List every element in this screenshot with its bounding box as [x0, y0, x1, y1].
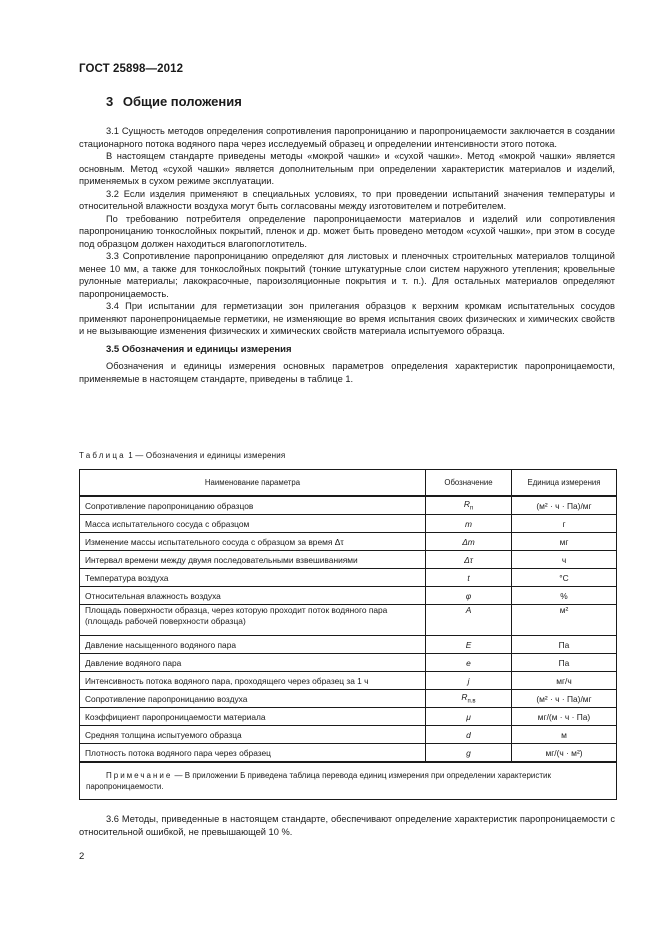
parameter-name: Сопротивление паропроницанию образцов — [80, 496, 426, 515]
parameter-name: Сопротивление паропроницанию воздуха — [80, 690, 426, 708]
parameter-name: Давление водяного пара — [80, 654, 426, 672]
table-row — [80, 744, 617, 763]
parameter-symbol — [426, 708, 512, 726]
parameter-symbol — [426, 672, 512, 690]
parameter-name: Площадь поверхности образца, через которую проходит поток водяного пара (площадь рабочей поверхности образца) — [80, 605, 426, 636]
parameter-unit: м — [512, 726, 617, 744]
table-row — [80, 515, 617, 533]
parameter-symbol — [426, 515, 512, 533]
symbol-letter: φ — [465, 590, 472, 601]
symbol-letter: E — [465, 639, 472, 650]
parameter-name: Коэффициент паропроницаемости материала — [80, 708, 426, 726]
section-heading — [106, 94, 242, 109]
symbol-letter: Δτ — [464, 554, 473, 565]
table-note — [80, 762, 617, 800]
paragraph: 3.3 Сопротивление паропроницанию определяют для листовых и пленочных строительных материалов толщиной менее 10 мм, а также для тонкослойных покрытий (тонкие штукатурные слои систем наружного утепления; кровельные рулонные материалы; лакокрасочные, пароизоляционные покрытия и т. п.). Для остальных материалов определяют паропроницаемость. — [79, 251, 615, 299]
symbol-subscript: п — [469, 505, 474, 512]
table-caption-text: 1 — Обозначения и единицы измерения — [128, 451, 286, 460]
symbol-letter: Δm — [462, 536, 475, 547]
table-header-row — [80, 470, 617, 497]
symbol-subscript: п.в — [467, 698, 476, 705]
table-row — [80, 551, 617, 569]
table-row — [80, 708, 617, 726]
subsection-title: 3.5 Обозначения и единицы измерения — [106, 343, 292, 355]
parameter-unit: мг/(ч · м²) — [512, 744, 617, 763]
parameter-unit: г — [512, 515, 617, 533]
parameter-symbol — [426, 533, 512, 551]
parameter-unit: мг/(м · ч · Па) — [512, 708, 617, 726]
parameter-symbol — [426, 690, 512, 708]
symbol-letter: R — [463, 499, 470, 510]
paragraph: 3.6 Методы, приведенные в настоящем стандарте, обеспечивают определение характеристик паропроницаемости с относительной ошибкой, не превышающей 10 %. — [79, 814, 615, 837]
table-row — [80, 690, 617, 708]
table-row — [80, 672, 617, 690]
symbol-letter: A — [465, 605, 472, 615]
parameter-name: Температура воздуха — [80, 569, 426, 587]
symbol-letter: e — [466, 657, 471, 668]
table-row — [80, 496, 617, 515]
section-title: Общие положения — [122, 94, 242, 109]
symbol-letter: g — [466, 747, 471, 758]
parameter-symbol — [426, 587, 512, 605]
table-row — [80, 726, 617, 744]
symbol-letter: m — [465, 518, 472, 529]
parameter-symbol — [426, 569, 512, 587]
table-caption-label: Таблица — [79, 451, 126, 460]
parameter-symbol — [426, 636, 512, 654]
parameter-symbol — [426, 605, 512, 636]
table-note-row — [80, 762, 617, 800]
paragraph: В настоящем стандарте приведены методы «мокрой чашки» и «сухой чашки». Метод «мокрой чашки» является основным. Метод «сухой чашки» является дополнительным при определении характеристик материалов и изделий, применяемых в сухом режиме эксплуатации. — [79, 151, 615, 186]
closing-text — [79, 813, 615, 838]
column-header: Обозначение — [426, 470, 512, 497]
parameter-unit: м² — [512, 605, 617, 636]
table-row — [80, 533, 617, 551]
parameter-symbol — [426, 496, 512, 515]
table-row — [80, 636, 617, 654]
table-row — [80, 569, 617, 587]
section-number: 3 — [106, 94, 114, 109]
parameter-name: Средняя толщина испытуемого образца — [80, 726, 426, 744]
parameter-symbol — [426, 726, 512, 744]
column-header: Наименование параметра — [80, 470, 426, 497]
parameter-name: Давление насыщенного водяного пара — [80, 636, 426, 654]
parameter-unit: мг — [512, 533, 617, 551]
parameter-symbol — [426, 551, 512, 569]
parameter-name: Плотность потока водяного пара через образец — [80, 744, 426, 763]
paragraph: По требованию потребителя определение паропроницаемости материалов и изделий или сопротивления паропроницанию тонкослойных покрытий, пленок и др. может быть проведено методом «сухой чашки», при этом в сосуде под образцом должен находиться влагопоглотитель. — [79, 213, 615, 249]
parameter-symbol — [426, 744, 512, 763]
paragraph: 3.1 Сущность методов определения сопротивления паропроницанию и паропроницаемости заключается в создании стационарного потока водяного пара через исследуемый образец и определении интенсивности этого потока. — [79, 126, 615, 149]
parameter-unit: % — [512, 587, 617, 605]
paragraph: 3.4 При испытании для герметизации зон прилегания образцов к верхним кромкам испытательных сосудов применяют паронепроницаемые герметики, не изменяющие во время испытания своих физических и химических свойств и не вызывающие изменения физических и химических свойств материала испытуемого образца. — [79, 301, 615, 336]
parameter-name: Масса испытательного сосуда с образцом — [80, 515, 426, 533]
parameter-unit: мг/ч — [512, 672, 617, 690]
table-row — [80, 587, 617, 605]
body-text — [79, 125, 615, 385]
parameter-unit: Па — [512, 636, 617, 654]
parameter-unit: Па — [512, 654, 617, 672]
symbol-letter: R — [461, 692, 468, 703]
parameters-table — [79, 469, 617, 800]
parameter-unit: ч — [512, 551, 617, 569]
parameter-name: Изменение массы испытательного сосуда с образцом за время Δτ — [80, 533, 426, 551]
parameter-symbol — [426, 654, 512, 672]
symbol-letter: t — [467, 572, 470, 583]
column-header: Единица измерения — [512, 470, 617, 497]
parameter-name: Интенсивность потока водяного пара, проходящего через образец за 1 ч — [80, 672, 426, 690]
parameter-unit: (м² · ч · Па)/мг — [512, 690, 617, 708]
document-code: ГОСТ 25898—2012 — [79, 63, 184, 75]
note-text: — В приложении Б приведена таблица перевода единиц измерения при определении характеристик паропроницаемости. — [86, 770, 551, 791]
paragraph: Обозначения и единицы измерения основных параметров определения характеристик паропроницаемости, применяемые в настоящем стандарте, приведены в таблице 1. — [79, 361, 615, 384]
table-row — [80, 654, 617, 672]
paragraph: 3.2 Если изделия применяют в специальных условиях, то при проведении испытаний значения температуры и относительной влажности воздуха могут быть согласованы между изготовителем и потребителем. — [79, 188, 615, 211]
symbol-letter: j — [467, 675, 470, 686]
note-label: Примечание — [106, 770, 173, 780]
page-number: 2 — [79, 851, 85, 862]
parameter-name: Относительная влажность воздуха — [80, 587, 426, 605]
parameter-unit: (м² · ч · Па)/мг — [512, 496, 617, 515]
table-row — [80, 605, 617, 636]
parameter-name: Интервал времени между двумя последовательными взвешиваниями — [80, 551, 426, 569]
parameter-unit: °C — [512, 569, 617, 587]
symbol-letter: d — [466, 729, 471, 740]
symbol-letter: μ — [466, 711, 471, 722]
table-caption — [79, 451, 285, 460]
